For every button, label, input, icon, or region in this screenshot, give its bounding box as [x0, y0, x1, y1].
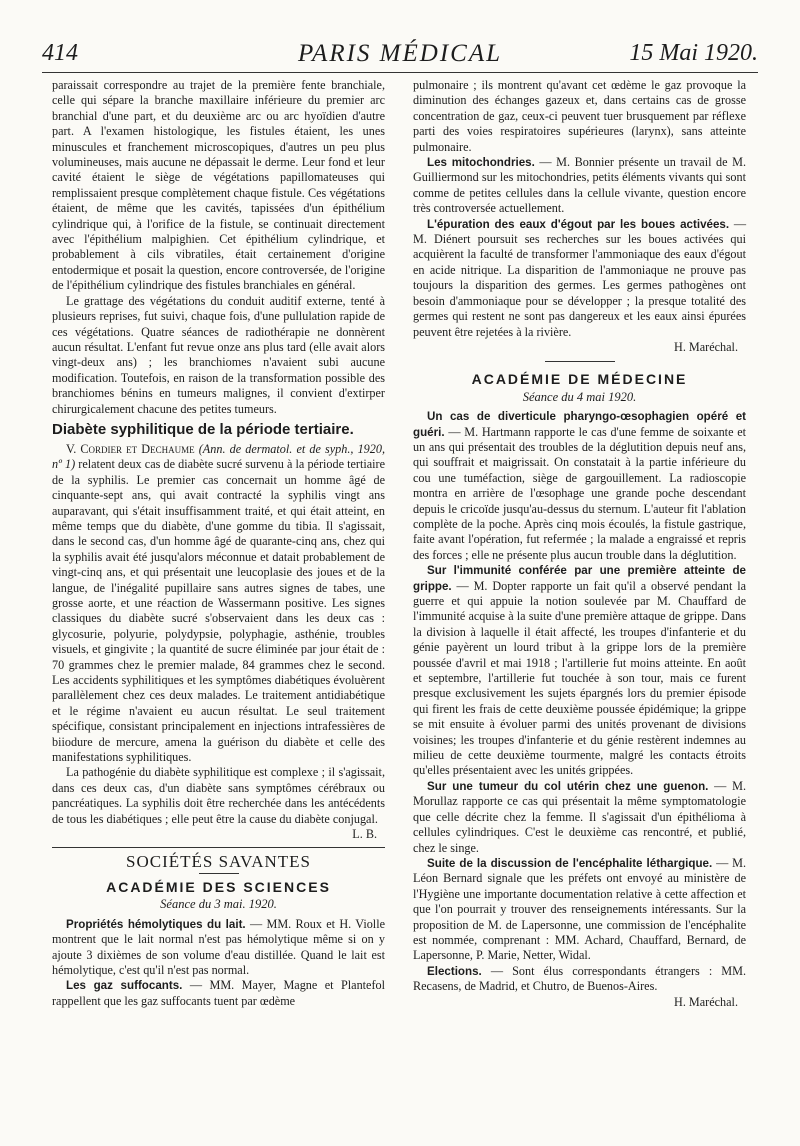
- right-column: [413, 78, 746, 1010]
- paragraph-body: relatent deux cas de diabète sucré survenu à la période tertiaire de la syphilis. Le premier cas concernait un homme âgé de cinquante-sept ans, qui avait contracté la syphilis vingt ans auparavant, qui s'était insuffisamment traité, et qui était atteint, en même temps que du diabète, d'une gomme du tibia. Il s'agissait, dans le second cas, d'un homme âgé de quarante-cinq ans, chez qui la syphilis avait été jusqu'alors méconnue et datait probablement de vingt-cinq ans, et qui présentait une leucoplasie des joues et de la langue, de l'inégalité pupillaire sans autres signes de tabes, une grosse aorte, et une réaction de Wassermann positive. Les signes classiques du diabète sucré s'observaient dans les deux cas : glycosurie, polyurie, polydypsie, polyphagie, asthénie, troubles visuels, et gingivite ; la quantité de sucre éliminée par jour était de : 70 grammes chez le premier malade, 84 grammes chez le second. Les accidents syphilitiques et les symptômes diabétiques évoluèrent parallèlement chez ces deux malades. Le traitement antidiabétique et le régime n'avaient eu aucun résultat. Le seul traitement spécifique, consistant principalement en injections intrafessières de biiodure de mercure, amena la guérison du diabète et celle des manifestations syphilitiques.: [52, 457, 386, 765]
- academy-heading: ACADÉMIE DES SCIENCES: [106, 878, 331, 895]
- paragraph: [413, 779, 746, 856]
- paragraph: La pathogénie du diabète syphilitique est complexe ; il s'agissait, dans ces deux cas, d'un diabète sans symptômes cérébraux ou pancréatiques. La syphilis doit être recherchée dans les antécédents de tous les diabétiques ; elle peut être la cause du diabète conjugal.: [52, 765, 385, 826]
- page-number: 414: [42, 40, 78, 66]
- issue-date: 15 Mai 1920.: [629, 40, 758, 66]
- page-header: [42, 36, 758, 70]
- citation: (Ann. de dermatol. et de syph., 1920, nº 1): [52, 441, 386, 472]
- paragraph: [413, 563, 746, 779]
- item-title: Un cas de diverticule pharyngo-œsophagien opéré et guéri.: [413, 410, 746, 439]
- authors: V. Cordier et Dechaume: [66, 441, 195, 456]
- paragraph: [413, 217, 746, 340]
- divider: [52, 847, 385, 848]
- item-title: Suite de la discussion de l'encéphalite léthargique.: [427, 856, 713, 870]
- paragraph: [52, 442, 385, 766]
- session-date: Séance du 4 mai 1920.: [522, 389, 637, 404]
- paragraph: [52, 978, 385, 1009]
- left-column: [52, 78, 385, 1009]
- section-title: SOCIÉTÉS SAVANTES: [126, 851, 311, 871]
- signature: H. Maréchal.: [674, 339, 738, 354]
- item-title: Les gaz suffocants.: [66, 979, 183, 993]
- paragraph-body: — M. Léon Bernard signale que les préfets ont envoyé au ministère de l'Hygiène une importante documentation relative à cette affection et que l'on pourrait y trouver des renseignements intéressants. Sur la proposition de M. de Lapersonne, une commission de l'encéphalite est nommée, comprenant : MM. Achard, Chauffard, Bernard, de Lapersonne, P. Marie, Netter, Widal.: [413, 855, 747, 963]
- section-heading: Diabète syphilitique de la période tertiaire.: [52, 420, 354, 438]
- paragraph: [52, 917, 385, 979]
- paragraph-body: — MM. Mayer, Magne et Plantefol rappellent que les gaz suffocants tuent par œdème: [52, 978, 385, 1008]
- paragraph-body: — M. Morullaz rapporte ce cas qui présentait la même symptomatologie que celle décrite chez la femme. Il s'agissait d'un épithélioma à cellules cylindriques. C'est le deuxième cas rencontré, et publié, chez le singe.: [413, 778, 746, 855]
- paragraph-body: — M. Bonnier présente un travail de M. Guilliermond sur les mitochondries, petits éléments vivants qui sont comme de petites cellules dans la cellule vivante, question encore très controversée actuellement.: [413, 155, 747, 216]
- paragraph: Le grattage des végétations du conduit auditif externe, tenté à plusieurs reprises, fut suivi, chaque fois, d'une pullulation rapide de ces végétations. Quatre séances de radiothérapie ne donnèrent aucun résultat. L'enfant fut revue onze ans plus tard (elle avait alors vingt-deux ans) ; les branchiomes n'avaient subi aucune modification. Toutefois, en raison de la transformation possible des branchiomes bénins en tumeurs malignes, il convient d'extirper chirurgicalement chacune des petites tumeurs.: [52, 293, 385, 416]
- paragraph-body: — Sont élus correspondants étrangers : MM. Recasens, de Madrid, et Chutro, de Buenos-Aires.: [413, 963, 746, 994]
- paragraph: [413, 856, 746, 964]
- academy-heading: ACADÉMIE DE MÉDECINE: [471, 371, 688, 388]
- item-title: Propriétés hémolytiques du lait.: [66, 917, 246, 931]
- item-title: L'épuration des eaux d'égout par les boues activées.: [427, 217, 730, 231]
- item-title: Elections.: [427, 964, 482, 978]
- item-title: Sur l'immunité conférée par une première atteinte de grippe.: [413, 564, 746, 593]
- paragraph-body: — MM. Roux et H. Violle montrent que le lait normal n'est pas hémolytique même si on y ajoute 3 dixièmes de son volume d'eau distillée. Quand le lait est hémolytique, c'est qu'il n'est pas normal.: [52, 916, 385, 977]
- paragraph: [413, 155, 746, 217]
- item-title: Les mitochondries.: [427, 156, 535, 170]
- item-title: Sur une tumeur du col utérin chez une guenon.: [427, 779, 709, 793]
- divider: [199, 873, 239, 874]
- paragraph-body: — M. Hartmann rapporte le cas d'une femme de soixante et un ans qui présentait des troubles de la déglutition depuis neuf ans, qui souffrait et maigrissait. On constatait à la partie inférieure du cou une tuméfaction, siège de gargouillement. La radioscopie montra en arrière de l'œsophage une grande poche descendant depuis le cricoïde jusqu'au-dessus du sternum. L'auteur fit l'ablation complète de la poche. Après cinq mois écoulés, la fistule gastrique, faite avant l'opération, fut refermée ; la malade a engraissé et repris des forces ; elle ne présente plus aucun trouble dans la déglutition.: [413, 424, 747, 562]
- paragraph-body: — M. Diénert poursuit ses recherches sur les boues activées qui acquièrent la faculté de transformer l'ammoniaque des eaux d'égout en acide nitrique. La disparition de l'ammoniaque ne prouve pas toujours la disparition des germes. Les germes pathogènes ont besoin d'ammoniaque pour se développer ; la presque totalité des germes qui restent ne sont pas dangereux et les eaux ainsi épurées peuvent être rejetées à la rivière.: [413, 216, 746, 339]
- signature: L. B.: [352, 827, 377, 842]
- paragraph: paraissait correspondre au trajet de la première fente branchiale, celle qui sépare la branche maxillaire inférieure du premier arc branchial d'une part, et du deuxième arc ou arc hyoïdien d'autre part. A l'examen histologique, les fistules étaient, les unes minuscules et franchement microscopiques, d'autres un peu plus volumineuses, mais aucune ne dépassait le derme. Leur fond et leur cavité étaient le siège de végétations papillomateuses qui remplissaient presque complètement chaque fistule. Ces végétations étaient, de même que les cavités, tapissées d'un épithélium cylindrique qui, à l'orifice de la fistule, se continuait directement avec l'épithélium malpighien. Cet épithélium cylindrique, et probablement à cils vibratiles, était certainement d'origine entodermique et posait la question, encore controversée, de l'origine de l'épithélium cylindrique des fistules branchiales en général.: [52, 78, 385, 293]
- journal-title: PARIS MÉDICAL: [298, 40, 502, 67]
- header-rule: [42, 72, 758, 73]
- session-date: Séance du 3 mai. 1920.: [160, 897, 277, 912]
- paragraph: [413, 964, 746, 995]
- paragraph: [413, 409, 746, 563]
- signature: H. Maréchal.: [674, 994, 738, 1009]
- paragraph: pulmonaire ; ils montrent qu'avant cet œdème le gaz provoque la diminution des échanges gazeux et, dans certains cas de grosse concentration de gaz, ceux-ci peuvent tuer brusquement par réflexe parti des voies respiratoires supérieures (larynx), sans atteinte pulmonaire.: [413, 78, 746, 154]
- divider: [545, 361, 615, 362]
- paragraph-body: — M. Dopter rapporte un fait qu'il a observé pendant la guerre et qui appuie la notion soulevée par M. Chauffard de l'immunité acquise à la suite d'une première attaque de grippe. Dans la division à laquelle il était affecté, les troupes d'infanterie et du génie payèrent un lourd tribut à la grippe lors de la première poussée d'avril et mai 1918 ; l'artillerie fut moins atteinte. En août et septembre, l'artillerie fut touchée à son tour, mais ce furent presque exclusivement les sujets épargnés lors du premier épisode qui firent les frais de cette deuxième poussée épidémique; la grippe se mit ensuite à évoluer parmi des unités provenant de divisions voisines; les troupes d'infanterie et du génie restèrent indemnes au milieu de cette deuxième tourmente, malgré les contacts étroits qu'elles présentaient avec les unités grippées.: [413, 578, 746, 778]
